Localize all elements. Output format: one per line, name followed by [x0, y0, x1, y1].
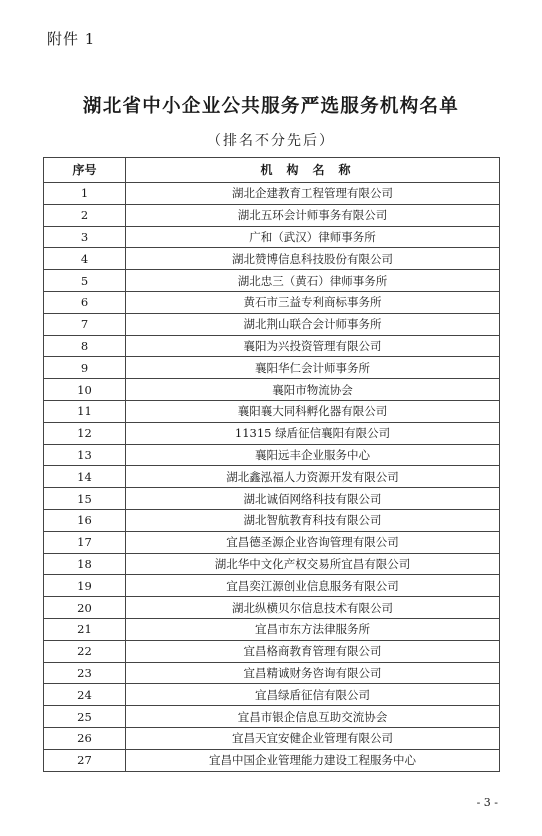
table-row	[44, 313, 500, 335]
table-row	[44, 618, 500, 640]
table-row	[44, 183, 500, 205]
institution-name-cell: 宜昌格商教育管理有限公司	[126, 640, 500, 662]
table-row	[44, 444, 500, 466]
institution-name-cell: 宜昌德圣源企业咨询管理有限公司	[126, 531, 500, 553]
page-number: - 3 -	[476, 796, 498, 809]
institution-name-cell: 宜昌市东方法律服务所	[126, 618, 500, 640]
table-row	[44, 335, 500, 357]
institution-name-cell: 襄阳襄大同科孵化器有限公司	[126, 400, 500, 422]
table-row	[44, 553, 500, 575]
serial-number-cell: 25	[44, 706, 126, 728]
attachment-label: 附件 1	[47, 30, 96, 48]
institution-name-cell: 湖北荆山联合会计师事务所	[126, 313, 500, 335]
serial-number-cell: 21	[44, 618, 126, 640]
table-row	[44, 204, 500, 226]
serial-number-cell: 2	[44, 204, 126, 226]
institution-name-cell: 湖北纵横贝尔信息技术有限公司	[126, 597, 500, 619]
serial-number-cell: 19	[44, 575, 126, 597]
serial-number-cell: 22	[44, 640, 126, 662]
institution-name-cell: 湖北华中文化产权交易所宜昌有限公司	[126, 553, 500, 575]
table-row	[44, 422, 500, 444]
serial-number-cell: 8	[44, 335, 126, 357]
table-row	[44, 400, 500, 422]
institution-name-cell: 湖北五环会计师事务有限公司	[126, 204, 500, 226]
serial-number-cell: 9	[44, 357, 126, 379]
institution-name-cell: 宜昌市银企信息互助交流协会	[126, 706, 500, 728]
table-row	[44, 248, 500, 270]
table-header-row	[44, 158, 500, 183]
institution-name-cell: 湖北鑫泓福人力资源开发有限公司	[126, 466, 500, 488]
serial-number-cell: 7	[44, 313, 126, 335]
institution-name-cell: 宜昌天宜安健企业管理有限公司	[126, 727, 500, 749]
institution-table	[43, 157, 500, 772]
table-row	[44, 379, 500, 401]
table-row	[44, 488, 500, 510]
table-row	[44, 749, 500, 771]
table-row	[44, 291, 500, 313]
table-row	[44, 662, 500, 684]
table-row	[44, 357, 500, 379]
institution-name-cell: 宜昌绿盾征信有限公司	[126, 684, 500, 706]
institution-name-cell: 湖北诚佰网络科技有限公司	[126, 488, 500, 510]
institution-name-cell: 广和（武汉）律师事务所	[126, 226, 500, 248]
institution-name-cell: 宜昌精诚财务咨询有限公司	[126, 662, 500, 684]
serial-number-cell: 11	[44, 400, 126, 422]
serial-number-cell: 3	[44, 226, 126, 248]
serial-number-cell: 5	[44, 270, 126, 292]
institution-name-cell: 襄阳为兴投资管理有限公司	[126, 335, 500, 357]
institution-name-cell: 湖北忠三（黄石）律师事务所	[126, 270, 500, 292]
serial-number-cell: 6	[44, 291, 126, 313]
document-subtitle: （排名不分先后）	[207, 133, 335, 149]
table-row	[44, 727, 500, 749]
institution-name-cell: 湖北智航教育科技有限公司	[126, 509, 500, 531]
table-row	[44, 270, 500, 292]
serial-number-cell: 23	[44, 662, 126, 684]
serial-number-cell: 1	[44, 183, 126, 205]
table-row	[44, 531, 500, 553]
table-row	[44, 640, 500, 662]
table-body	[44, 183, 500, 772]
document-title: 湖北省中小企业公共服务严选服务机构名单	[82, 96, 460, 117]
serial-number-cell: 15	[44, 488, 126, 510]
header-institution-name: 机构名称	[126, 158, 500, 183]
serial-number-cell: 18	[44, 553, 126, 575]
institution-name-cell: 11315 绿盾征信襄阳有限公司	[126, 422, 500, 444]
serial-number-cell: 4	[44, 248, 126, 270]
serial-number-cell: 14	[44, 466, 126, 488]
serial-number-cell: 20	[44, 597, 126, 619]
table-row	[44, 706, 500, 728]
institution-name-cell: 宜昌中国企业管理能力建设工程服务中心	[126, 749, 500, 771]
serial-number-cell: 26	[44, 727, 126, 749]
header-serial-number: 序号	[44, 158, 126, 183]
table-row	[44, 509, 500, 531]
serial-number-cell: 24	[44, 684, 126, 706]
table-row	[44, 684, 500, 706]
serial-number-cell: 12	[44, 422, 126, 444]
institution-name-cell: 襄阳华仁会计师事务所	[126, 357, 500, 379]
serial-number-cell: 13	[44, 444, 126, 466]
table-row	[44, 597, 500, 619]
institution-name-cell: 襄阳市物流协会	[126, 379, 500, 401]
table-row	[44, 226, 500, 248]
serial-number-cell: 17	[44, 531, 126, 553]
serial-number-cell: 10	[44, 379, 126, 401]
institution-name-cell: 襄阳远丰企业服务中心	[126, 444, 500, 466]
serial-number-cell: 27	[44, 749, 126, 771]
institution-name-cell: 湖北赞博信息科技股份有限公司	[126, 248, 500, 270]
table-row	[44, 575, 500, 597]
institution-name-cell: 黄石市三益专利商标事务所	[126, 291, 500, 313]
serial-number-cell: 16	[44, 509, 126, 531]
institution-name-cell: 湖北企建教育工程管理有限公司	[126, 183, 500, 205]
table-row	[44, 466, 500, 488]
institution-name-cell: 宜昌奕江源创业信息服务有限公司	[126, 575, 500, 597]
